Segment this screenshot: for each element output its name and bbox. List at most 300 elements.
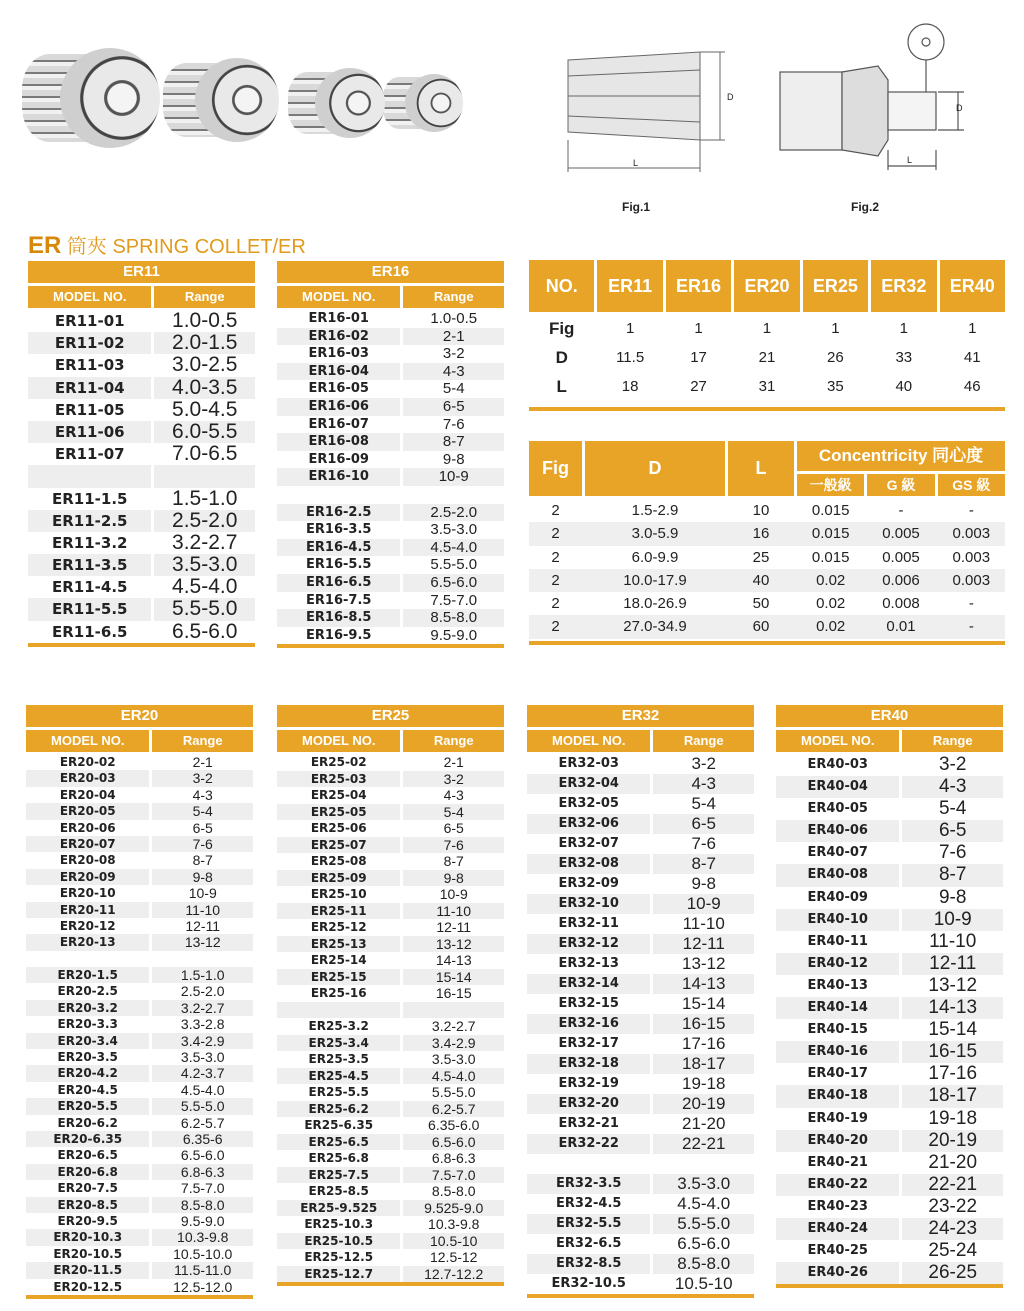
table-footer-bar xyxy=(277,644,504,648)
page-title xyxy=(28,230,306,260)
range-cell: 10-9 xyxy=(403,468,504,486)
model-cell: ER25-07 xyxy=(277,837,400,854)
model-cell: ER25-02 xyxy=(310,755,367,769)
table-row xyxy=(277,310,504,328)
table-row xyxy=(277,969,504,986)
table-row xyxy=(28,310,255,332)
model-cell: ER16-07 xyxy=(308,416,369,432)
range-cell: 6.2-5.7 xyxy=(403,1101,504,1118)
model-cell: ER32-18 xyxy=(527,1054,650,1074)
table-row xyxy=(277,504,504,522)
range-cell: 6.5-6.0 xyxy=(403,1134,504,1151)
range-cell: 6.5-6.0 xyxy=(180,1147,225,1164)
table-row xyxy=(527,1014,754,1034)
range-cell: 6.8-6.3 xyxy=(152,1164,253,1180)
range-cell: 7-6 xyxy=(938,842,967,864)
model-cell: ER25-13 xyxy=(277,936,400,953)
fig2-diagram xyxy=(778,10,978,180)
model-cell: ER25-12.7 xyxy=(277,1266,400,1283)
conc-cell: 0.01 xyxy=(886,618,916,636)
model-cell xyxy=(277,486,400,504)
conc-cell: 27.0-34.9 xyxy=(623,618,687,636)
range-cell: 11-10 xyxy=(929,930,977,952)
table-row xyxy=(527,1194,754,1214)
table-row xyxy=(26,1131,253,1147)
model-cell: ER32-22 xyxy=(527,1134,650,1154)
range-cell: 26-25 xyxy=(902,1262,1003,1284)
model-cell: ER20-05 xyxy=(26,803,149,819)
table-row xyxy=(527,774,754,794)
conc-cell: - xyxy=(898,502,904,519)
spec-row-label: D xyxy=(555,348,568,367)
table-row xyxy=(277,1101,504,1118)
conc-cell: 2 xyxy=(551,502,560,519)
model-cell: ER11-6.5 xyxy=(51,622,128,641)
model-cell: ER32-12 xyxy=(527,934,650,954)
conc-cell: 2 xyxy=(551,525,560,543)
range-cell: 3.4-2.9 xyxy=(403,1035,504,1052)
range-cell: 5.5-5.0 xyxy=(653,1214,754,1234)
conc-row xyxy=(529,522,1005,545)
table-row xyxy=(277,328,504,346)
range-cell: 3.5-3.0 xyxy=(154,554,255,576)
table-row xyxy=(28,465,255,487)
table-row xyxy=(277,804,504,821)
range-cell: 8.5-8.0 xyxy=(152,1197,253,1213)
spec-row xyxy=(529,343,1005,372)
table-row xyxy=(26,967,253,983)
table-row xyxy=(776,1063,1003,1085)
range-cell: 2-1 xyxy=(443,754,464,770)
col-header-range: Range xyxy=(154,286,255,308)
fig1-diagram xyxy=(560,40,760,190)
spec-cell: 21 xyxy=(758,349,776,366)
range-cell: 10-9 xyxy=(188,885,217,902)
table-rows xyxy=(277,308,504,644)
range-cell: 7-6 xyxy=(403,837,504,854)
model-cell: ER40-24 xyxy=(776,1218,899,1240)
table-row xyxy=(26,1033,253,1049)
spec-row xyxy=(529,372,1005,401)
table-row xyxy=(277,398,504,416)
table-row xyxy=(776,1041,1003,1063)
conc-cell: 3.0-5.9 xyxy=(631,525,679,543)
range-cell: 13-12 xyxy=(152,934,253,950)
conc-header xyxy=(529,441,1005,496)
model-cell: ER32-15 xyxy=(558,996,619,1011)
range-cell: 2-1 xyxy=(192,754,213,770)
range-cell: 4.5-4.0 xyxy=(677,1194,731,1213)
range-cell: 7.5-7.0 xyxy=(403,1167,504,1184)
table-column-headers xyxy=(776,730,1003,752)
range-cell: 3.2-2.7 xyxy=(172,530,238,554)
col-header-model: MODEL NO. xyxy=(277,730,400,752)
spec-header-cell: ER20 xyxy=(734,260,799,312)
table-row xyxy=(26,1000,253,1016)
conc-cell: 2 xyxy=(551,595,560,613)
model-cell: ER20-10.3 xyxy=(26,1229,149,1245)
range-cell: 8-7 xyxy=(902,864,1003,886)
table-row xyxy=(277,1035,504,1052)
conc-cell: - xyxy=(968,595,974,613)
range-cell: 12.5-12 xyxy=(429,1249,478,1265)
model-cell: ER25-6.8 xyxy=(308,1151,369,1165)
table-row xyxy=(527,1134,754,1154)
table-row xyxy=(26,1049,253,1065)
spec-cell: 18 xyxy=(621,378,639,395)
range-cell: 19-18 xyxy=(681,1074,726,1093)
model-cell: ER40-12 xyxy=(776,953,899,975)
conc-cell: 0.006 xyxy=(882,571,920,589)
table-rows xyxy=(28,308,255,643)
model-cell: ER20-02 xyxy=(59,755,116,769)
model-cell: ER11-2.5 xyxy=(28,510,151,532)
table-row xyxy=(277,903,504,920)
table-row xyxy=(277,1018,504,1035)
model-cell xyxy=(277,1002,400,1019)
conc-h-title: Concentricity 同心度 xyxy=(797,441,1005,471)
range-cell: 11-10 xyxy=(152,902,253,918)
model-cell: ER20-9.5 xyxy=(57,1213,118,1228)
range-cell: 4-3 xyxy=(192,786,213,803)
model-cell: ER16-3.5 xyxy=(306,522,372,538)
model-cell: ER32-16 xyxy=(527,1014,650,1034)
model-cell: ER20-1.5 xyxy=(26,967,149,983)
range-cell: 14-13 xyxy=(435,952,472,968)
table-row xyxy=(776,887,1003,909)
collet-photo-2 xyxy=(195,58,279,142)
model-cell: ER40-25 xyxy=(807,1243,868,1259)
range-cell: 15-14 xyxy=(403,969,504,986)
conc-cell: 18.0-26.9 xyxy=(623,595,687,613)
conc-cell: 0.003 xyxy=(952,525,991,543)
table-row xyxy=(26,1115,253,1131)
table-row xyxy=(26,820,253,836)
range-cell: 10.5-10.0 xyxy=(173,1245,233,1262)
collet-photo-1 xyxy=(60,48,160,148)
table-row xyxy=(26,836,253,852)
range-cell: 11.5-11.0 xyxy=(152,1262,253,1278)
range-cell: 9.5-9.0 xyxy=(430,626,478,644)
table-row xyxy=(527,954,754,974)
model-cell: ER20-08 xyxy=(59,853,116,868)
model-cell: ER25-7.5 xyxy=(277,1167,400,1184)
conc-cell: 0.003 xyxy=(952,571,991,589)
table-row xyxy=(28,576,255,598)
conc-cell: 25 xyxy=(752,548,770,566)
spec-cell: 31 xyxy=(758,378,776,395)
range-cell: 9-8 xyxy=(442,450,465,468)
collet-photo-3 xyxy=(315,68,385,138)
table-row xyxy=(527,854,754,874)
model-cell: ER20-3.4 xyxy=(26,1033,149,1049)
range-cell: 4.5-4.0 xyxy=(180,1081,225,1098)
model-cell: ER16-10 xyxy=(277,468,400,486)
table-row xyxy=(26,787,253,803)
range-cell: 13-12 xyxy=(403,936,504,953)
table-row xyxy=(776,820,1003,842)
spec-table xyxy=(529,260,1005,411)
spec-header-cell: ER16 xyxy=(666,260,731,312)
table-row xyxy=(26,1098,253,1114)
range-cell: 11-10 xyxy=(682,914,725,933)
conc-cell: 1.5-2.9 xyxy=(631,502,679,519)
range-cell: 3.4-2.9 xyxy=(152,1033,253,1049)
range-cell: 13-12 xyxy=(928,974,978,996)
model-cell: ER32-11 xyxy=(558,916,619,931)
model-cell: ER16-8.5 xyxy=(277,609,400,627)
conc-cell: - xyxy=(968,618,974,636)
model-cell: ER40-11 xyxy=(807,933,868,949)
table-title: ER25 xyxy=(277,705,504,727)
spec-cell: 1 xyxy=(899,320,908,337)
model-cell: ER16-7.5 xyxy=(306,592,372,608)
range-cell: 4.2-3.7 xyxy=(152,1065,253,1081)
model-cell: ER20-3.3 xyxy=(57,1017,118,1032)
model-cell: ER25-6.2 xyxy=(277,1101,400,1118)
fig2-d-label: D xyxy=(956,103,963,113)
table-row xyxy=(277,539,504,557)
table-er25 xyxy=(277,705,504,1286)
range-cell: 4-3 xyxy=(653,774,754,794)
conc-cell: 60 xyxy=(752,618,770,636)
range-cell: 6-5 xyxy=(192,819,213,836)
range-cell: 1.0-0.5 xyxy=(430,310,478,327)
table-row xyxy=(26,885,253,901)
range-cell: 3.3-2.8 xyxy=(180,1016,225,1033)
fig2-l-label: L xyxy=(907,155,913,165)
range-cell: 16-15 xyxy=(902,1041,1003,1063)
model-cell: ER20-09 xyxy=(26,869,149,885)
table-row xyxy=(277,1051,504,1068)
table-row xyxy=(527,994,754,1014)
range-cell xyxy=(154,465,255,487)
model-cell: ER20-11 xyxy=(26,902,149,918)
model-cell: ER11-02 xyxy=(28,332,151,354)
spec-cell: 17 xyxy=(690,349,707,366)
table-row xyxy=(776,1240,1003,1262)
model-cell: ER40-17 xyxy=(807,1066,868,1082)
table-title: ER11 xyxy=(28,261,255,283)
model-cell: ER25-15 xyxy=(277,969,400,986)
range-cell: 13-12 xyxy=(681,954,726,973)
spec-cell: 1 xyxy=(831,320,840,337)
conc-row xyxy=(529,546,1005,569)
range-cell: 18-17 xyxy=(902,1085,1003,1107)
model-cell: ER25-05 xyxy=(277,804,400,821)
model-cell: ER25-14 xyxy=(310,953,367,967)
table-row xyxy=(277,837,504,854)
table-row xyxy=(277,1117,504,1134)
range-cell: 10.3-9.8 xyxy=(428,1216,480,1232)
range-cell: 8.5-8.0 xyxy=(431,1183,476,1199)
model-cell: ER32-05 xyxy=(558,796,619,811)
table-row xyxy=(26,770,253,786)
model-cell: ER40-19 xyxy=(807,1110,868,1126)
table-row xyxy=(776,842,1003,864)
table-column-headers xyxy=(277,730,504,752)
range-cell: 20-19 xyxy=(902,1130,1003,1152)
table-row xyxy=(776,754,1003,776)
model-cell: ER40-21 xyxy=(807,1154,868,1170)
range-cell: 4.5-4.0 xyxy=(172,575,238,599)
table-row xyxy=(776,1174,1003,1196)
spec-cell: 1 xyxy=(968,320,977,337)
model-cell: ER32-13 xyxy=(558,956,619,971)
table-row xyxy=(277,787,504,804)
table-footer-bar xyxy=(527,1294,754,1298)
conc-h-gs: GS 級 xyxy=(938,474,1005,496)
range-cell: 4-3 xyxy=(403,363,504,381)
table-row xyxy=(26,1279,253,1295)
table-row xyxy=(527,1114,754,1134)
range-cell: 2.5-2.0 xyxy=(403,504,504,522)
table-row xyxy=(277,380,504,398)
table-er20 xyxy=(26,705,253,1299)
col-header-range: Range xyxy=(902,730,1003,752)
table-row xyxy=(28,421,255,443)
range-cell: 4-3 xyxy=(902,776,1003,798)
model-cell: ER25-4.5 xyxy=(277,1068,400,1085)
model-cell: ER25-09 xyxy=(277,870,400,887)
range-cell: 6-5 xyxy=(653,814,754,834)
model-cell: ER20-06 xyxy=(59,820,116,835)
conc-cell: 10 xyxy=(752,502,770,519)
range-cell: 17-16 xyxy=(681,1034,726,1053)
range-cell: 7-6 xyxy=(152,836,253,852)
table-er16 xyxy=(277,261,504,648)
range-cell: 10-9 xyxy=(653,894,754,914)
table-row xyxy=(277,451,504,469)
range-cell: 6-5 xyxy=(403,398,504,416)
collet-photo-4 xyxy=(405,74,463,132)
conc-cell: 0.015 xyxy=(811,502,850,519)
range-cell: 3.5-3.0 xyxy=(431,1051,476,1067)
table-row xyxy=(277,1266,504,1283)
model-cell: ER16-01 xyxy=(308,311,369,326)
range-cell: 11-10 xyxy=(403,903,504,920)
conc-cell: 0.003 xyxy=(952,548,991,566)
model-cell: ER20-3.5 xyxy=(57,1050,118,1065)
spec-cell: 26 xyxy=(827,349,844,366)
model-cell: ER32-04 xyxy=(527,774,650,794)
model-cell: ER25-08 xyxy=(310,854,367,868)
table-row xyxy=(277,345,504,363)
range-cell: 12.5-12.0 xyxy=(173,1278,233,1295)
table-row xyxy=(26,1246,253,1262)
table-row xyxy=(527,814,754,834)
model-cell: ER20-2.5 xyxy=(57,984,118,999)
range-cell: 24-23 xyxy=(902,1218,1003,1240)
range-cell: 12-11 xyxy=(902,953,1003,975)
model-cell: ER40-08 xyxy=(776,864,899,886)
model-cell: ER32-5.5 xyxy=(527,1214,650,1234)
table-footer-bar xyxy=(776,1284,1003,1288)
model-cell: ER11-1.5 xyxy=(51,489,128,508)
range-cell: 9-8 xyxy=(152,869,253,885)
range-cell: 2.5-2.0 xyxy=(154,510,255,532)
table-footer-bar xyxy=(28,643,255,647)
range-cell: 10.3-9.8 xyxy=(152,1229,253,1245)
range-cell: 15-14 xyxy=(681,994,726,1013)
model-cell: ER16-4.5 xyxy=(277,539,400,557)
model-cell: ER20-3.2 xyxy=(26,1000,149,1016)
conc-cell: 0.015 xyxy=(811,525,850,543)
model-cell: ER25-10.3 xyxy=(304,1217,374,1231)
table-row xyxy=(28,354,255,376)
table-row xyxy=(28,443,255,465)
range-cell: 8-7 xyxy=(653,854,754,874)
model-cell: ER32-17 xyxy=(558,1036,619,1051)
col-header-range: Range xyxy=(152,730,253,752)
range-cell: 6.8-6.3 xyxy=(431,1150,476,1166)
spec-cell: 11.5 xyxy=(616,349,645,366)
table-row xyxy=(776,1130,1003,1152)
col-header-range: Range xyxy=(653,730,754,752)
table-row xyxy=(776,931,1003,953)
table-row xyxy=(776,1085,1003,1107)
table-row xyxy=(277,433,504,451)
range-cell: 22-21 xyxy=(902,1174,1003,1196)
spec-body xyxy=(529,312,1005,401)
model-cell: ER40-22 xyxy=(776,1174,899,1196)
model-cell: ER16-04 xyxy=(277,363,400,381)
model-cell: ER25-11 xyxy=(277,903,400,920)
range-cell: 8-7 xyxy=(443,853,464,869)
table-row xyxy=(277,870,504,887)
range-cell: 2.0-1.5 xyxy=(154,332,255,354)
model-cell: ER40-14 xyxy=(776,997,899,1019)
table-row xyxy=(277,468,504,486)
model-cell: ER20-6.35 xyxy=(26,1131,149,1147)
table-column-headers xyxy=(26,730,253,752)
conc-cell: 0.02 xyxy=(816,618,846,636)
spec-cell: 1 xyxy=(694,320,703,337)
range-cell: 5-4 xyxy=(403,804,504,821)
table-title: ER32 xyxy=(527,705,754,727)
concentricity-table xyxy=(529,441,1005,645)
table-row xyxy=(277,1249,504,1266)
range-cell: 19-18 xyxy=(928,1107,978,1129)
range-cell: 12-11 xyxy=(185,917,221,934)
conc-h-l: L xyxy=(728,441,794,496)
table-row xyxy=(527,1234,754,1254)
table-row xyxy=(527,1214,754,1234)
model-cell: ER20-4.5 xyxy=(57,1082,118,1097)
range-cell: 9-8 xyxy=(691,874,717,893)
model-cell: ER32-10 xyxy=(527,894,650,914)
range-cell: 23-22 xyxy=(928,1195,978,1217)
table-row xyxy=(277,886,504,903)
conc-body xyxy=(529,496,1005,639)
table-column-headers xyxy=(28,286,255,308)
table-row xyxy=(527,974,754,994)
range-cell: 14-13 xyxy=(653,974,754,994)
fig1-l-label: L xyxy=(633,158,639,168)
range-cell: 3-2 xyxy=(442,345,465,363)
table-row xyxy=(776,1152,1003,1174)
table-row xyxy=(26,803,253,819)
table-row xyxy=(26,1180,253,1196)
model-cell: ER20-13 xyxy=(26,934,149,950)
table-row xyxy=(776,953,1003,975)
spec-cell: 27 xyxy=(690,378,707,395)
table-er32 xyxy=(527,705,754,1298)
model-cell: ER20-12.5 xyxy=(53,1279,123,1294)
range-cell: 7-6 xyxy=(691,834,717,853)
table-row xyxy=(277,556,504,574)
table-row xyxy=(527,1074,754,1094)
